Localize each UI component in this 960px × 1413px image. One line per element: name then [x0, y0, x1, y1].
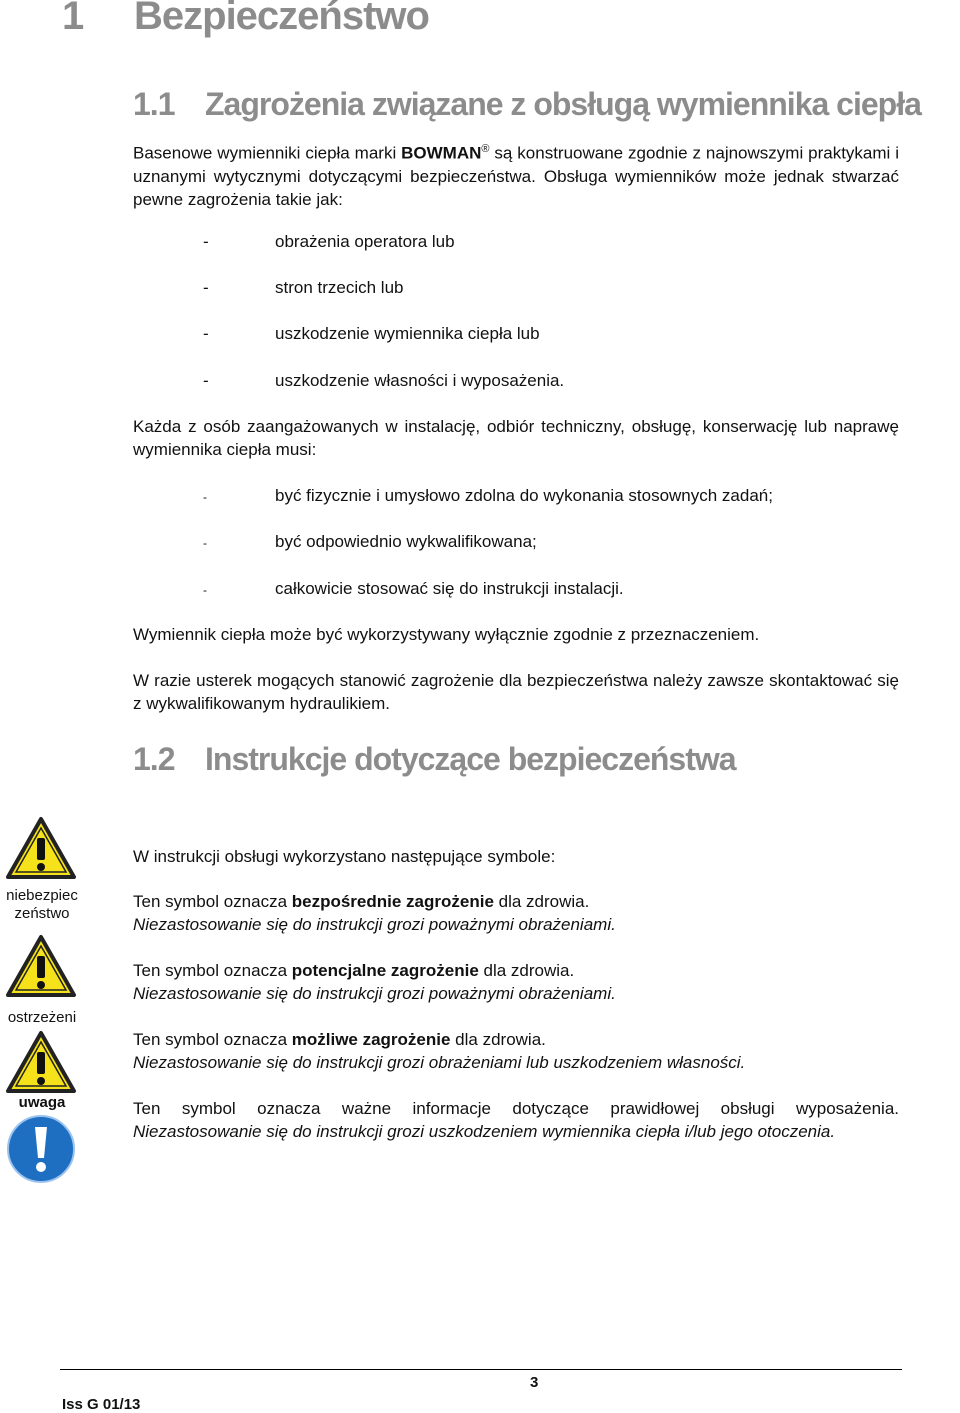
chapter-number: 1	[62, 0, 84, 38]
list-item: - uszkodzenie wymiennika ciepła lub	[203, 324, 540, 343]
warning-triangle-icon	[5, 934, 77, 998]
list-item: - być odpowiednio wykwalifikowana;	[203, 532, 537, 551]
intro-paragraph	[133, 138, 899, 211]
section-number: 1.1	[133, 86, 175, 122]
symbol-description-warning: Ten symbol oznacza potencjalne zagrożenie dla zdrowia. Niezastosowanie się do instrukcji grozi poważnymi obrażeniami.	[133, 961, 616, 1003]
section-title: Zagrożenia związane z obsługą wymiennika ciepła	[205, 86, 921, 122]
info-exclamation-circle-icon	[6, 1114, 76, 1184]
list-item: - obrażenia operatora lub	[203, 232, 455, 251]
brand-name: BOWMAN	[401, 143, 482, 163]
symbol-description-caution: Ten symbol oznacza możliwe zagrożenie dla zdrowia. Niezastosowanie się do instrukcji grozi obrażeniami lub uszkodzeniem własności.	[133, 1030, 746, 1072]
list-item: - stron trzecich lub	[203, 278, 404, 297]
intro-text-end: są konstruowane zgodnie z najnowszymi praktykami i uznanymi wytycznymi dotyczącymi bezpieczeństwa. Obsługa wymienników może jednak stwarzać pewne zagrożenia takie jak:	[133, 143, 900, 209]
chapter-title: Bezpieczeństwo	[134, 0, 429, 38]
chapter-heading	[62, 0, 429, 39]
intro-text-start: Basenowe wymienniki ciepła marki	[133, 143, 402, 163]
page-number: 3	[530, 1374, 539, 1391]
section-title: Instrukcje dotyczące bezpieczeństwa	[205, 741, 736, 777]
symbol-label-danger: niebezpiec zeństwo	[6, 887, 78, 922]
symbol-label-caution: uwaga	[18, 1094, 66, 1111]
registered-mark: ®	[481, 143, 490, 155]
footer-divider	[60, 1369, 902, 1370]
usage-note: Wymiennik ciepła może być wykorzystywany wyłącznie zgodnie z przeznaczeniem.	[133, 625, 760, 644]
warning-triangle-icon	[5, 816, 77, 880]
persons-paragraph: Każda z osób zaangażowanych w instalację, odbiór techniczny, obsługę, konserwację lub naprawę wymiennika ciepła musi:	[133, 417, 899, 459]
symbol-label-warning: ostrzeżeni	[7, 1009, 77, 1026]
list-item: - być fizycznie i umysłowo zdolna do wykonania stosownych zadań;	[203, 486, 773, 505]
section-number: 1.2	[133, 741, 175, 777]
list-item: - uszkodzenie własności i wyposażenia.	[203, 371, 565, 390]
section-heading-1-2	[133, 741, 736, 778]
symbol-description-danger: Ten symbol oznacza bezpośrednie zagrożenie dla zdrowia. Niezastosowanie się do instrukcji grozi poważnymi obrażeniami.	[133, 892, 616, 934]
warning-triangle-icon	[5, 1030, 77, 1094]
list-item: - całkowicie stosować się do instrukcji instalacji.	[203, 579, 624, 598]
issue-code: Iss G 01/13	[62, 1396, 141, 1413]
symbols-intro: W instrukcji obsługi wykorzystano następujące symbole:	[133, 847, 556, 866]
fault-note: W razie usterek mogących stanowić zagrożenie dla bezpieczeństwa należy zawsze skontaktować się z wykwalifikowanym hydraulikiem.	[133, 671, 899, 713]
symbol-description-info: Ten symbol oznacza ważne informacje dotyczące prawidłowej obsługi wyposażenia. Niezastosowanie się do instrukcji grozi uszkodzeniem wymiennika ciepła i/lub jego otoczenia.	[133, 1099, 899, 1141]
section-heading-1-1	[133, 86, 921, 123]
